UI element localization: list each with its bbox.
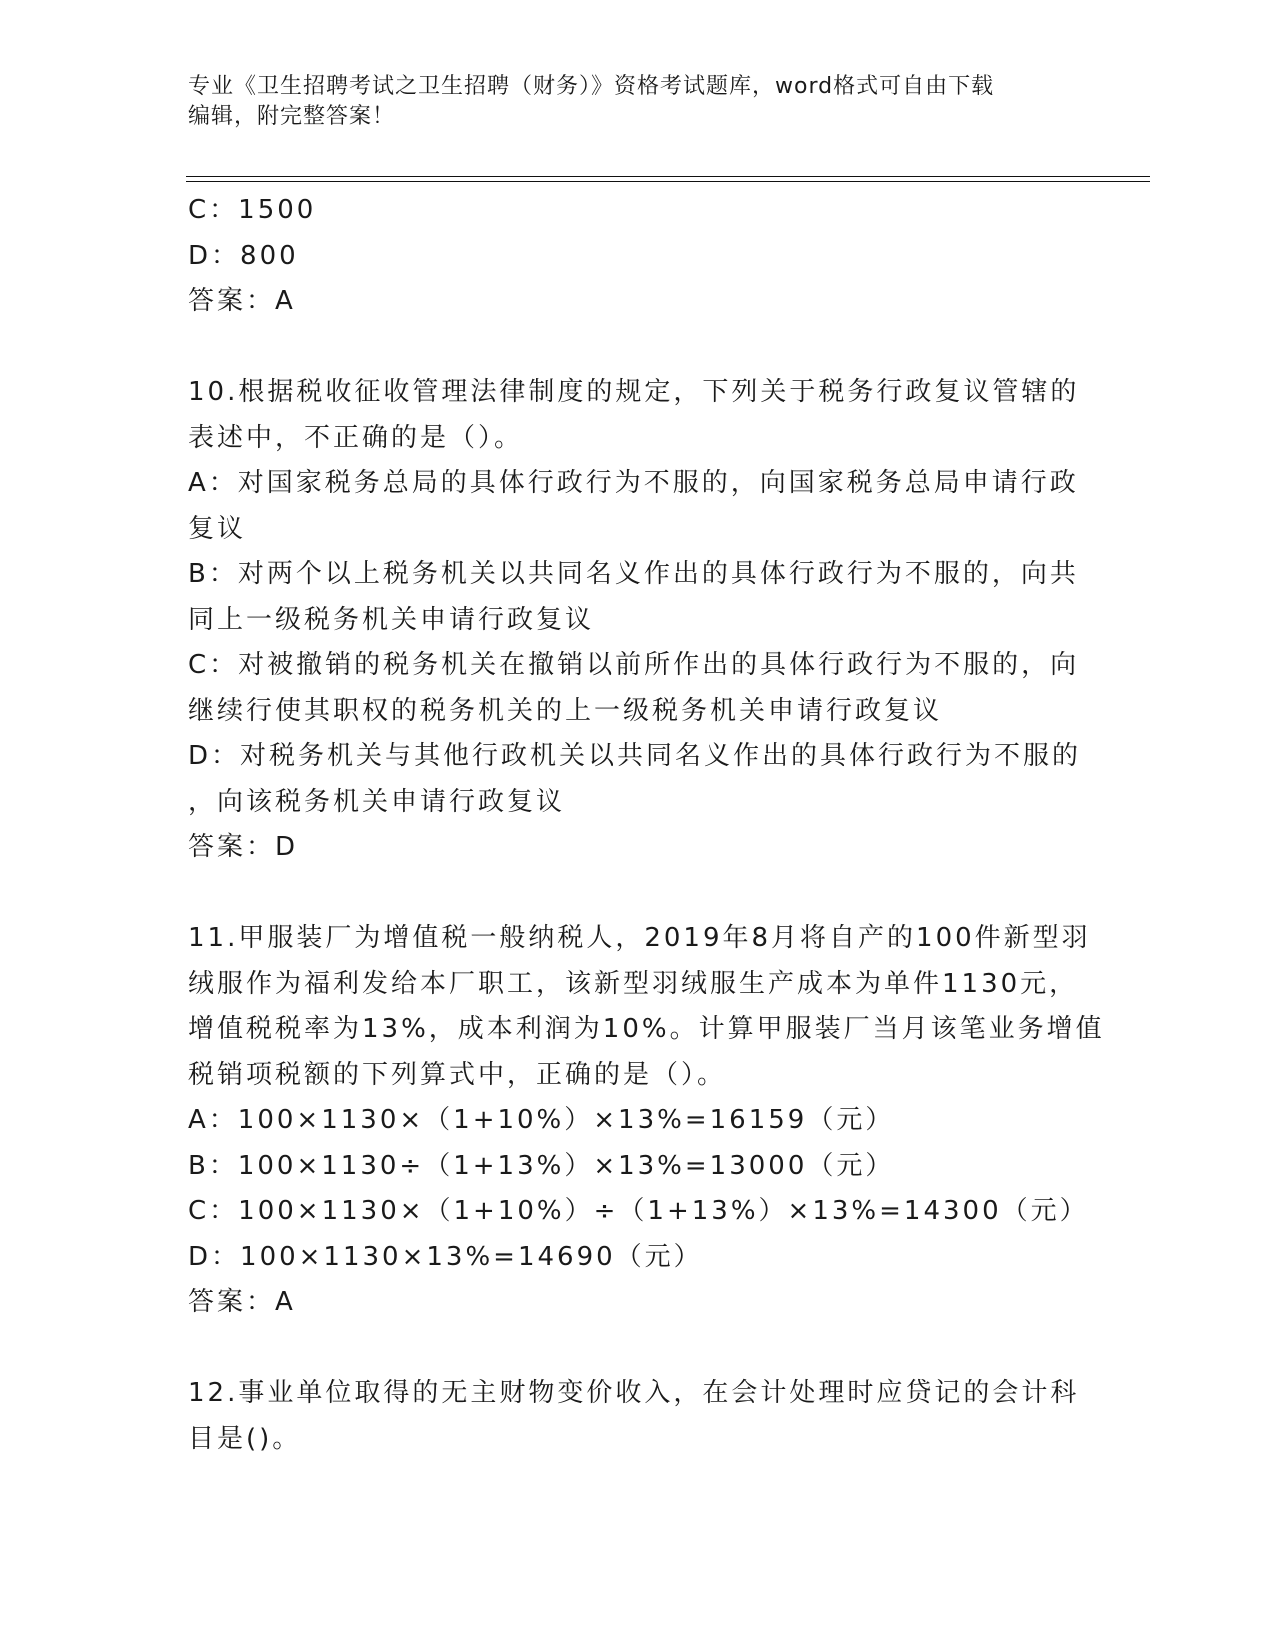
q10-stem-line-2: 表述中，不正确的是（）。: [188, 422, 524, 453]
q10-option-c-line-1: C：对被撤销的税务机关在撤销以前所作出的具体行政行为不服的，向: [188, 650, 1080, 680]
question-content: [188, 188, 1105, 1462]
q10-option-a-line-1: A：对国家税务总局的具体行政行为不服的，向国家税务总局申请行政: [188, 468, 1079, 498]
header-line-1: 专业《卫生招聘考试之卫生招聘（财务）》资格考试题库，word格式可自由下载: [188, 74, 995, 99]
q10-stem-line-1: 10.根据税收征收管理法律制度的规定，下列关于税务行政复议管辖的: [188, 377, 1080, 407]
question-spacer: [188, 325, 1088, 371]
q11-stem-line-1: 11.甲服装厂为增值税一般纳税人，2019年8月将自产的100件新型羽: [188, 923, 1091, 953]
header-rule-top: [186, 176, 1150, 177]
q10-option-c-line-2: 继续行使其职权的税务机关的上一级税务机关申请行政复议: [188, 695, 943, 726]
q10-option-d-line-1: D：对税务机关与其他行政机关以共同名义作出的具体行政行为不服的: [188, 741, 1082, 771]
q11-answer: 答案：A: [188, 1287, 296, 1317]
q11-option-c: C：100×1130×（1+10%）÷（1+13%）×13%=14300（元）: [188, 1196, 1089, 1226]
q11-option-d: D：100×1130×13%=14690（元）: [188, 1241, 703, 1272]
q10-option-b-line-2: 同上一级税务机关申请行政复议: [188, 604, 595, 635]
q9-option-c: C：1500: [188, 195, 317, 225]
question-spacer: [188, 1326, 1088, 1372]
q10-option-b-line-1: B：对两个以上税务机关以共同名义作出的具体行政行为不服的，向共: [188, 559, 1079, 589]
question-spacer: [188, 871, 1088, 917]
q11-option-b: B：100×1130÷（1+13%）×13%=13000（元）: [188, 1150, 895, 1181]
q10-option-a-line-2: 复议: [188, 513, 247, 544]
q10-answer: 答案：D: [188, 832, 299, 862]
q9-answer: 答案：A: [188, 286, 296, 316]
q9-option-d: D：800: [188, 240, 299, 271]
header-line-2: 编辑，附完整答案！: [188, 104, 396, 129]
q11-stem-line-2: 绒服作为福利发给本厂职工，该新型羽绒服生产成本为单件1130元，: [188, 968, 1079, 999]
q11-stem-line-3: 增值税税率为13%，成本利润为10%。计算甲服装厂当月该笔业务增值: [188, 1014, 1105, 1044]
header-rule-bottom: [186, 181, 1150, 182]
q12-stem-line-2: 目是()。: [188, 1423, 302, 1454]
q12-stem-line-1: 12.事业单位取得的无主财物变价收入，在会计处理时应贷记的会计科: [188, 1378, 1080, 1408]
document-header: [188, 72, 1088, 132]
q10-option-d-line-2: ，向该税务机关申请行政复议: [188, 786, 566, 817]
q11-stem-line-4: 税销项税额的下列算式中，正确的是（）。: [188, 1059, 727, 1090]
q11-option-a: A：100×1130×（1+10%）×13%=16159（元）: [188, 1105, 895, 1135]
